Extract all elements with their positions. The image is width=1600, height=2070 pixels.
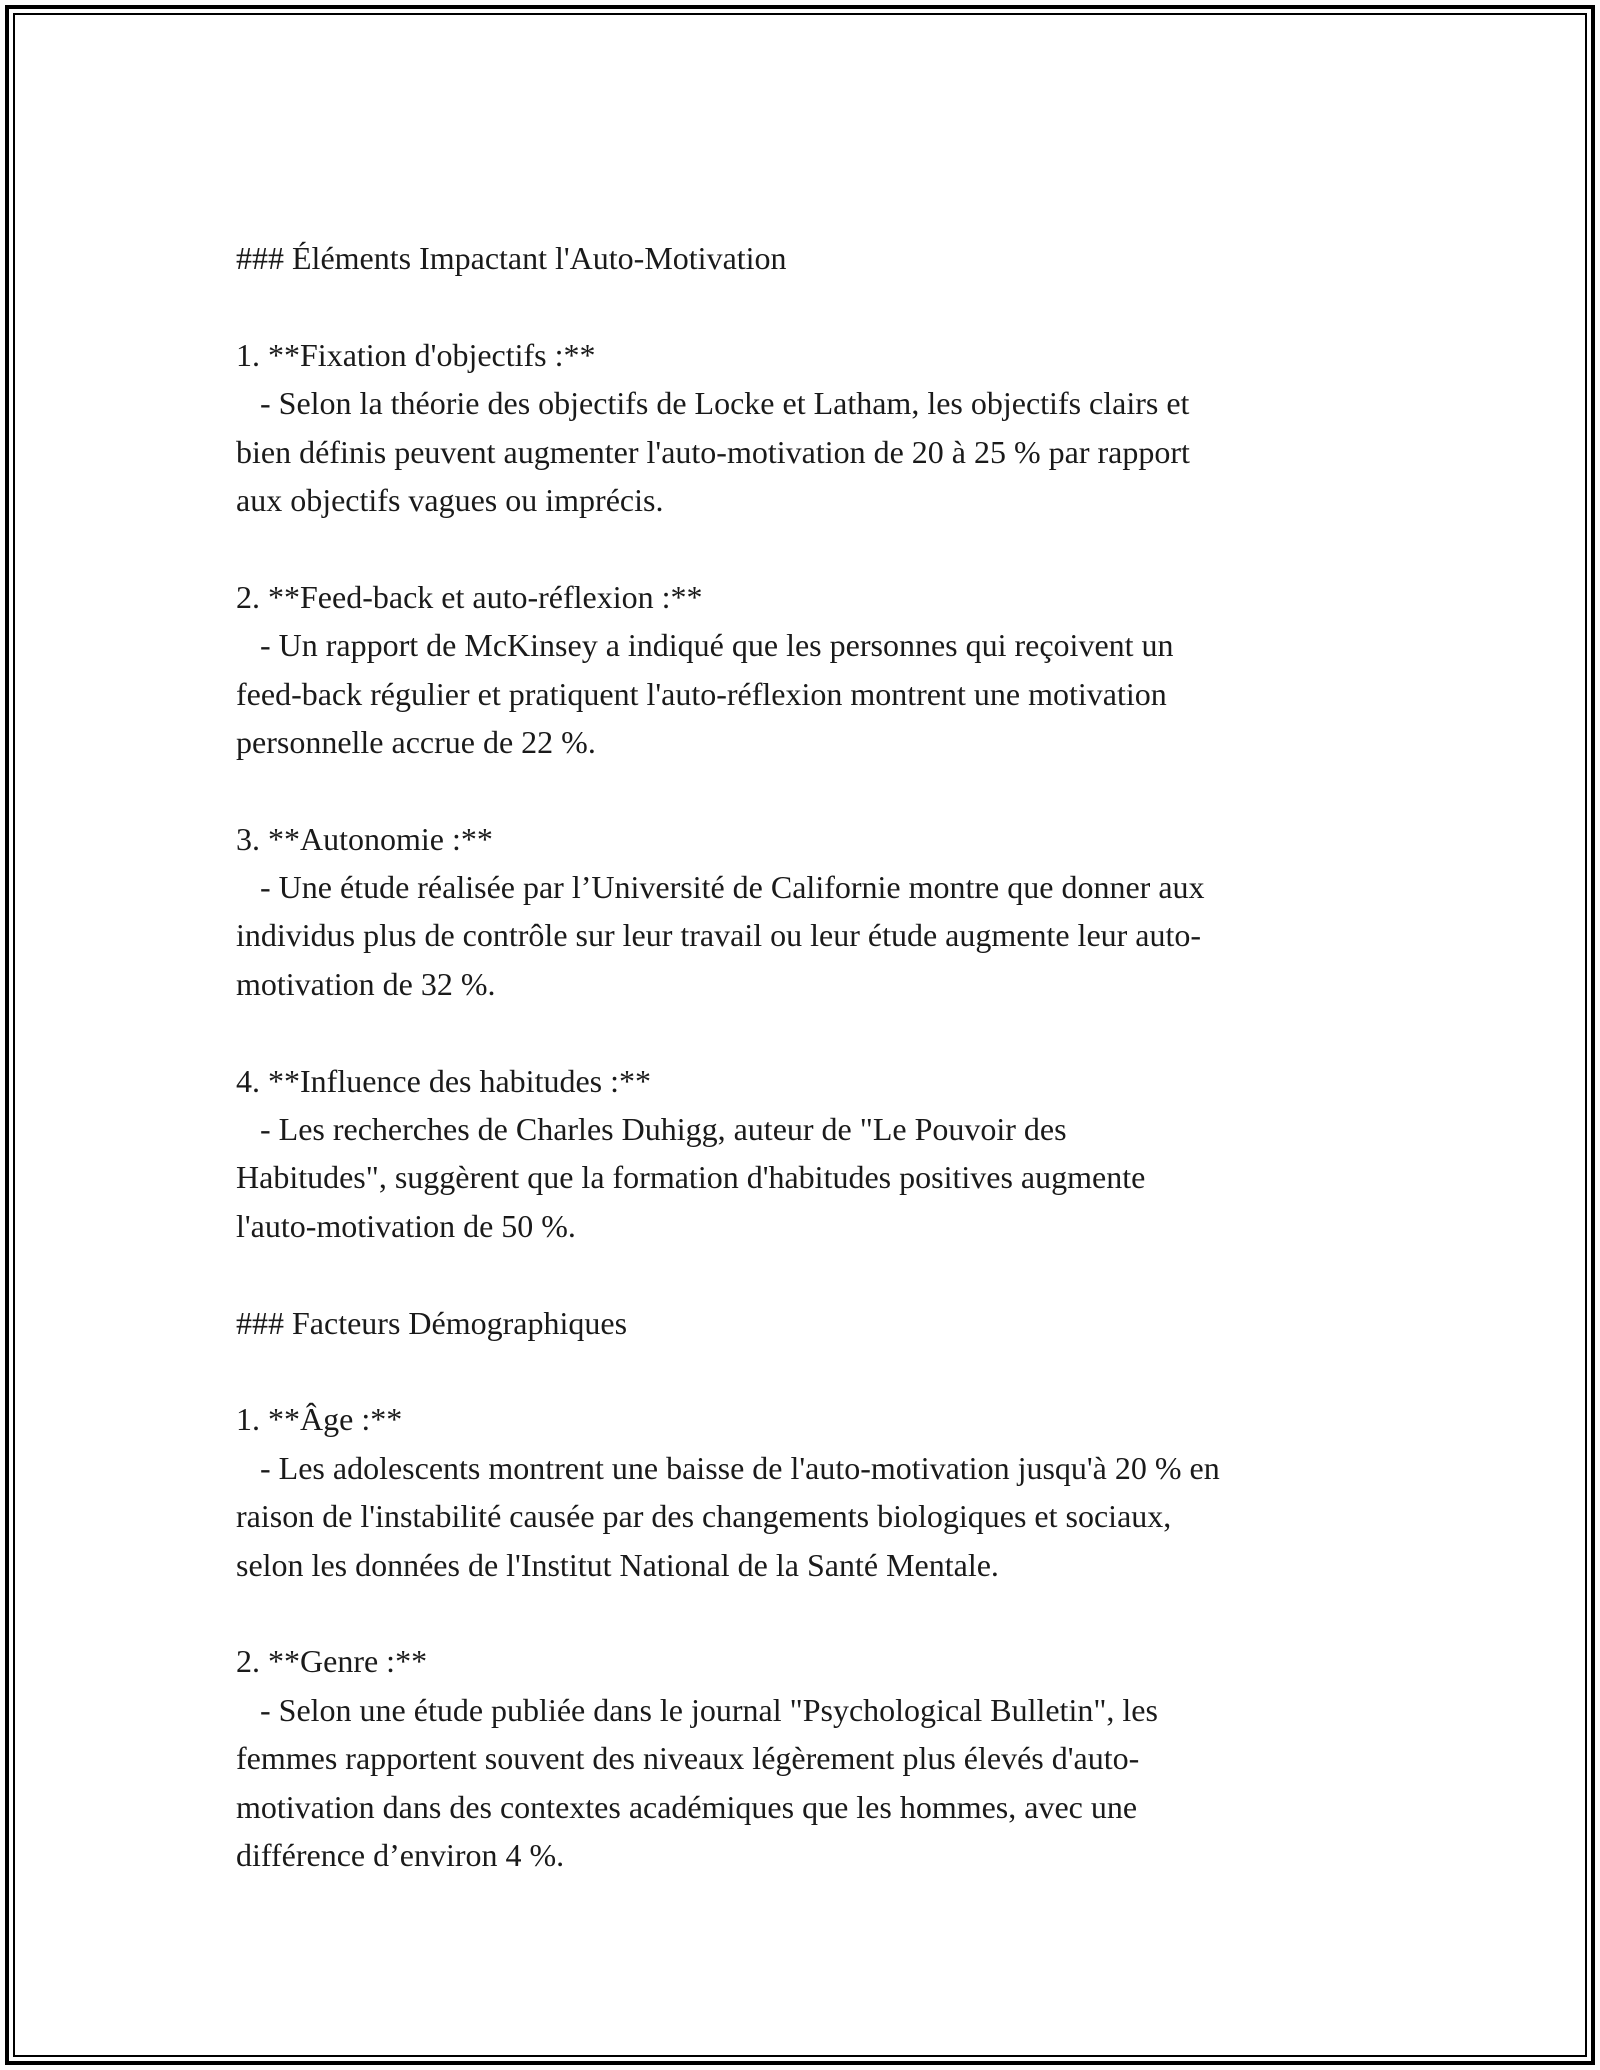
paragraph-line: - Selon une étude publiée dans le journal "Psychological Bulletin", les: [236, 1691, 1158, 1728]
paragraph-line: - Un rapport de McKinsey a indiqué que les personnes qui reçoivent un: [236, 627, 1174, 664]
paragraph-line: raison de l'instabilité causée par des changements biologiques et sociaux,: [236, 1498, 1172, 1535]
item-heading-genre: 2. **Genre :**: [236, 1643, 428, 1680]
paragraph-line: selon les données de l'Institut National de la Santé Mentale.: [236, 1546, 999, 1583]
item-heading-fixation: 1. **Fixation d'objectifs :**: [236, 336, 596, 373]
paragraph-line: - Les recherches de Charles Duhigg, auteur de "Le Pouvoir des: [236, 1111, 1067, 1148]
item-heading-feedback: 2. **Feed-back et auto-réflexion :**: [236, 578, 703, 615]
paragraph-line: Habitudes", suggèrent que la formation d'habitudes positives augmente: [236, 1159, 1146, 1196]
paragraph-line: personnelle accrue de 22 %.: [236, 723, 596, 760]
paragraph-line: motivation de 32 %.: [236, 965, 496, 1002]
blank-line: [236, 524, 1386, 572]
paragraph-line: motivation dans des contextes académiques que les hommes, avec une: [236, 1788, 1138, 1825]
heading-demographiques: ### Facteurs Démographiques: [236, 1304, 628, 1341]
blank-line: [236, 1008, 1386, 1056]
blank-line: [236, 1250, 1386, 1298]
document-body: [236, 234, 1386, 1879]
paragraph-line: - Selon la théorie des objectifs de Locke et Latham, les objectifs clairs et: [236, 385, 1190, 422]
item-heading-age: 1. **Âge :**: [236, 1401, 403, 1438]
paragraph-line: différence d’environ 4 %.: [236, 1836, 565, 1873]
heading-elements: ### Éléments Impactant l'Auto-Motivation: [236, 240, 787, 276]
blank-line: [236, 1589, 1386, 1637]
paragraph-line: individus plus de contrôle sur leur travail ou leur étude augmente leur auto-: [236, 917, 1202, 954]
paragraph-line: - Une étude réalisée par l’Université de Californie montre que donner aux: [236, 869, 1205, 906]
blank-line: [236, 766, 1386, 814]
item-heading-habitudes: 4. **Influence des habitudes :**: [236, 1062, 651, 1099]
paragraph-line: aux objectifs vagues ou imprécis.: [236, 481, 664, 518]
paragraph-line: l'auto-motivation de 50 %.: [236, 1207, 576, 1244]
paragraph-line: - Les adolescents montrent une baisse de l'auto-motivation jusqu'à 20 % en: [236, 1449, 1220, 1486]
blank-line: [236, 282, 1386, 330]
paragraph-line: femmes rapportent souvent des niveaux légèrement plus élevés d'auto-: [236, 1740, 1140, 1777]
paragraph-line: bien définis peuvent augmenter l'auto-motivation de 20 à 25 % par rapport: [236, 433, 1190, 470]
blank-line: [236, 1347, 1386, 1395]
item-heading-autonomie: 3. **Autonomie :**: [236, 820, 493, 857]
paragraph-line: feed-back régulier et pratiquent l'auto-réflexion montrent une motivation: [236, 675, 1167, 712]
